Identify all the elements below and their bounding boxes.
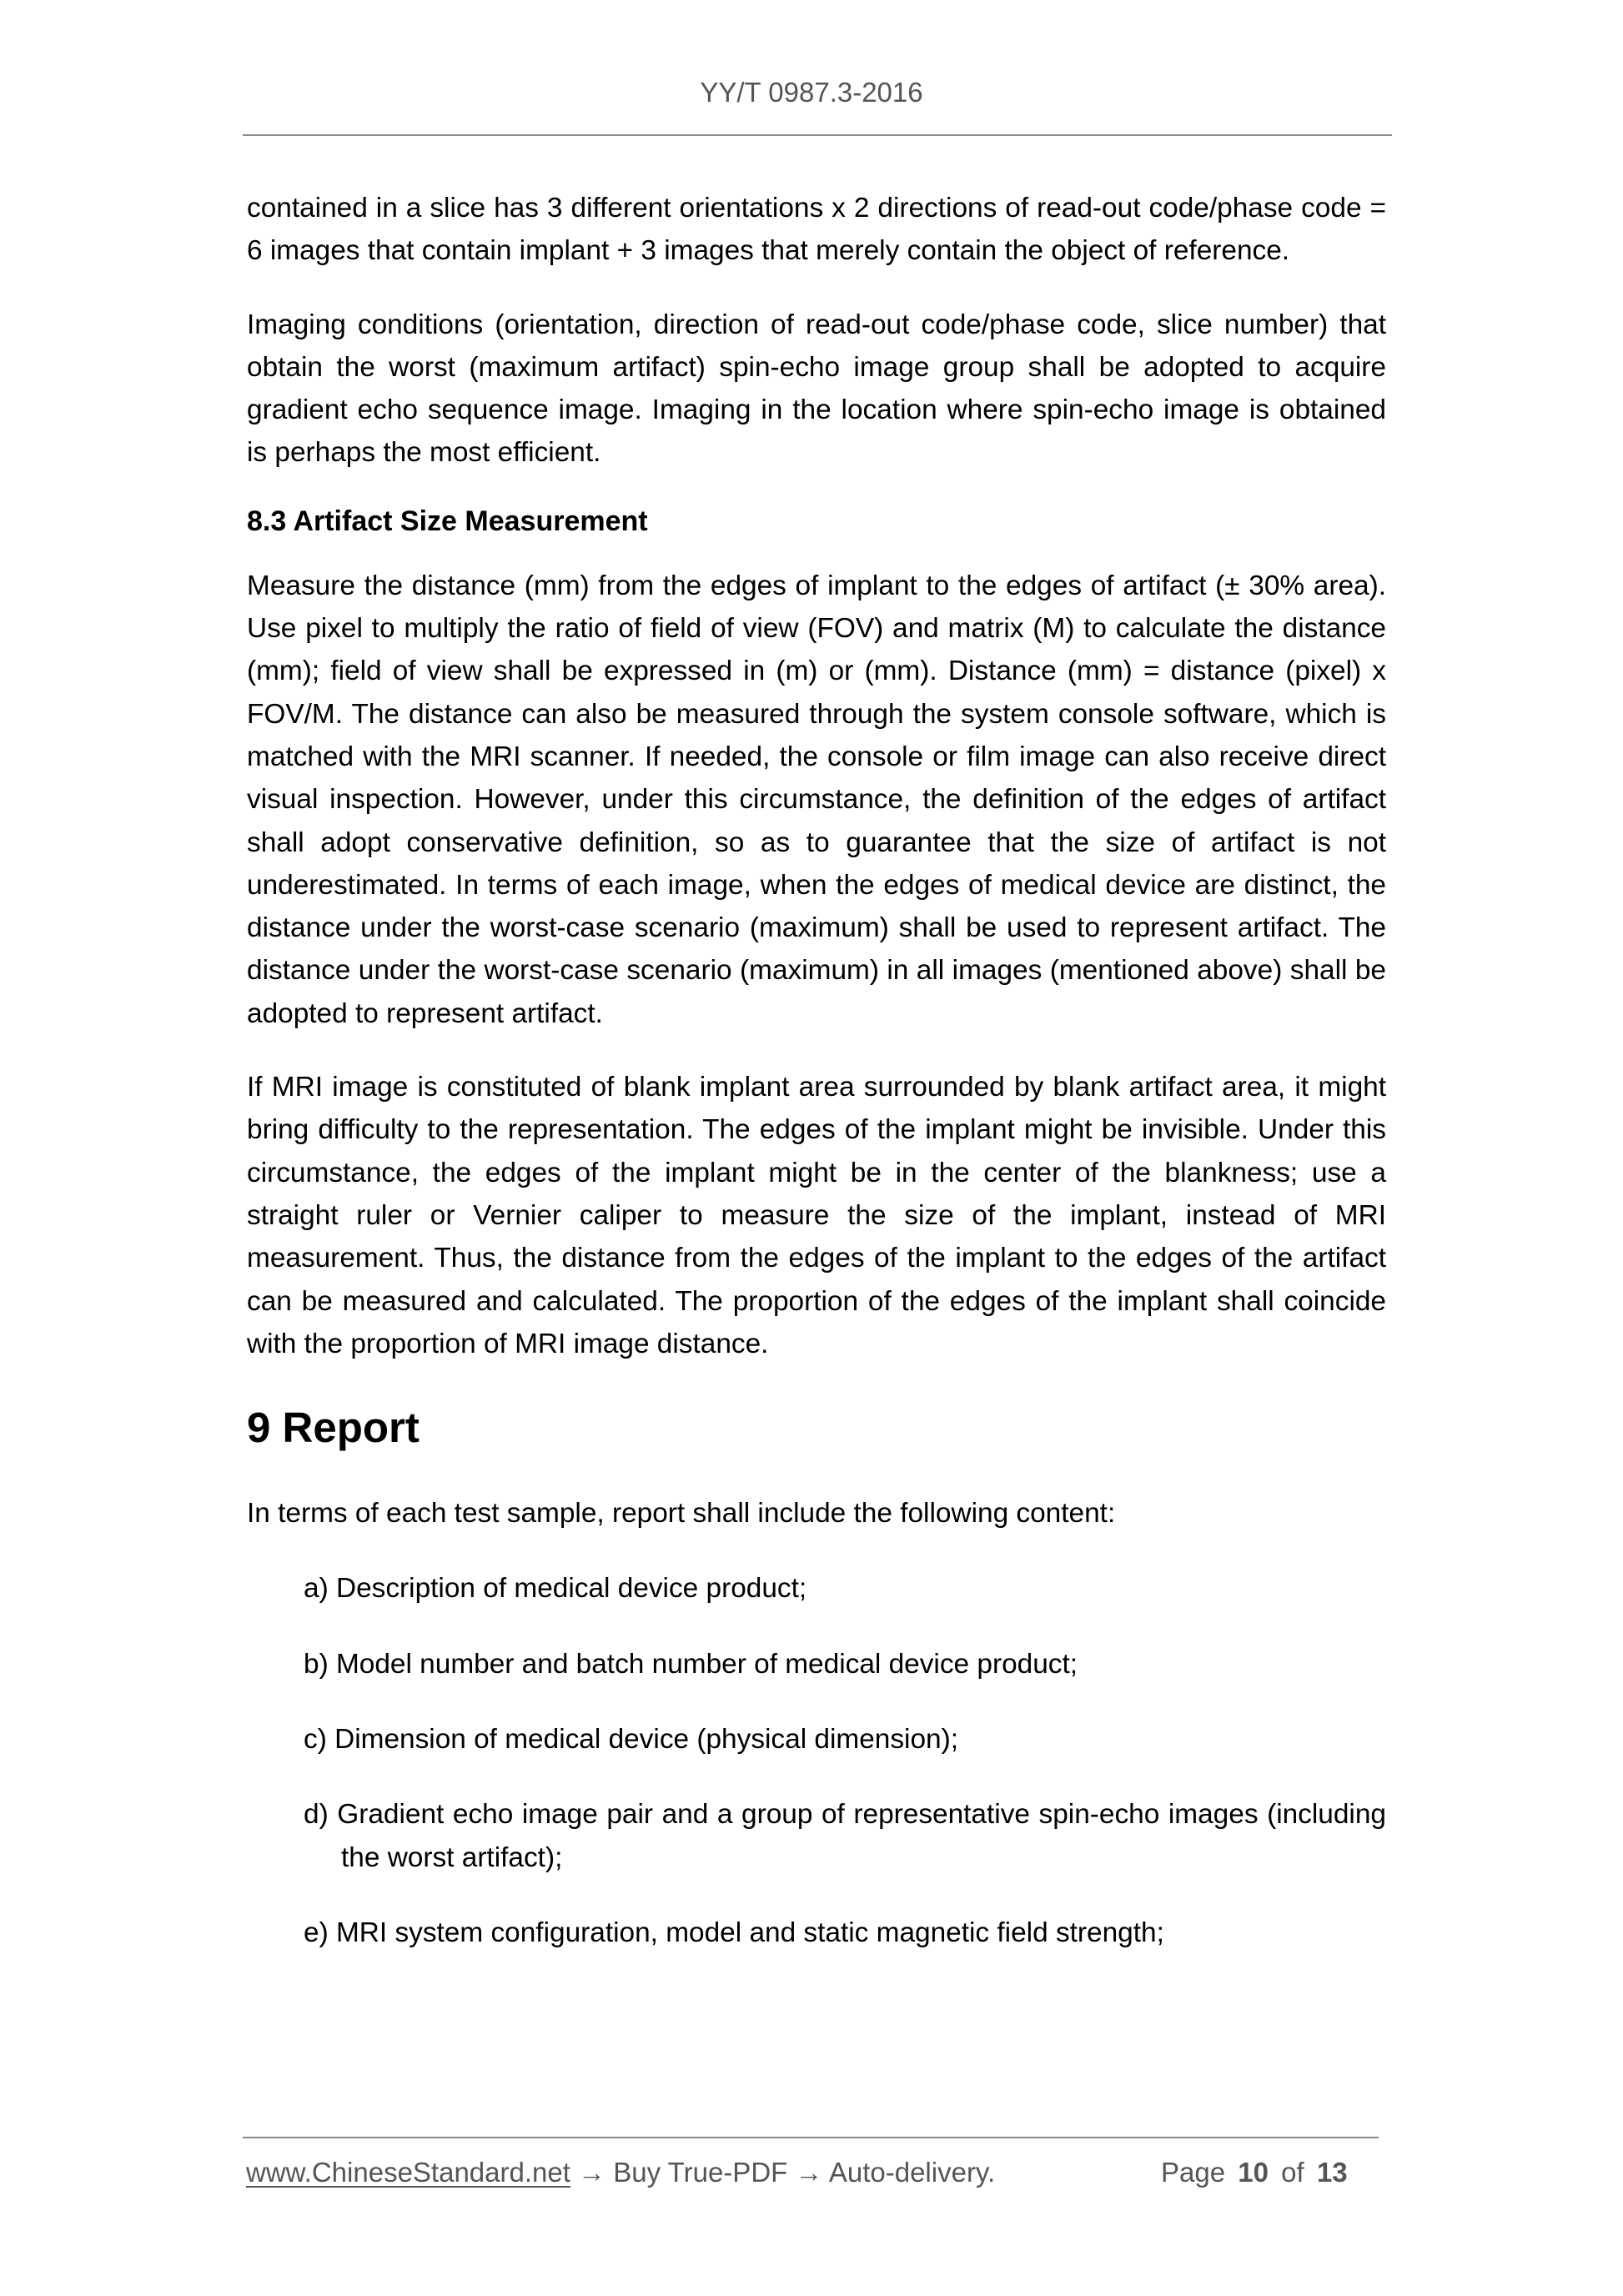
page-of-label: of: [1281, 2157, 1304, 2188]
paragraph-imaging-conditions: Imaging conditions (orientation, direction of read-out code/phase code, slice number) that obtain the worst (maximum artifact) spin-echo image group shall be adopted to acquire gradient echo sequence image. Imaging in the location where spin-echo image is obtained is perhaps the most efficient.: [247, 309, 1386, 469]
website-link[interactable]: www.ChineseStandard.net: [246, 2157, 570, 2188]
paragraph-blank-implant: If MRI image is constituted of blank implant area surrounded by blank artifact area, it might bring difficulty to the representation. The edges of the implant might be invisible. Under this circumstance, the edges of the implant might be in the center of the blankness; use a straight ruler or Vernier caliper to measure the size of the implant, instead of MRI measurement. Thus, the distance from the edges of the implant to the edges of the artifact can be measured and calculated. The proportion of the edges of the implant shall coincide with the proportion of MRI image distance.: [247, 1072, 1386, 1359]
document-body: [247, 187, 1386, 1954]
total-pages-number: 13: [1316, 2157, 1348, 2188]
paragraph-artifact-measurement: Measure the distance (mm) from the edges of implant to the edges of artifact (± 30% area). Use pixel to multiply the ratio of field of view (FOV) and matrix (M) to calculate the distance (mm); field of view shall be expressed in (m) or (mm). Distance (mm) = distance (pixel) x FOV/M. The distance can also be measured through the system console software, which is matched with the MRI scanner. If needed, the console or film image can also receive direct visual inspection. However, under this circumstance, the definition of the edges of artifact shall adopt conservative definition, so as to guarantee that the size of artifact is not underestimated. In terms of each image, when the edges of medical device are distinct, the distance under the worst-case scenario (maximum) shall be used to represent artifact. The distance under the worst-case scenario (maximum) in all images (mentioned above) shall be adopted to represent artifact.: [247, 570, 1386, 1029]
spacer: [247, 1535, 1386, 1567]
spacer: [247, 1457, 1386, 1492]
report-items-list: [247, 1567, 1386, 1954]
auto-delivery-text: Auto-delivery.: [828, 2157, 996, 2188]
header-divider: [243, 134, 1392, 136]
footer-promo: [246, 2157, 995, 2188]
current-page-number: 10: [1238, 2157, 1269, 2188]
spacer: [247, 1365, 1386, 1399]
report-item-d: d) Gradient echo image pair and a group of representative spin-echo images (including the worst artifact);: [304, 1799, 1386, 1873]
chapter-heading-9-report: 9 Report: [247, 1404, 420, 1452]
report-item-c: c) Dimension of medical device (physical dimension);: [304, 1724, 958, 1756]
spacer: [247, 1035, 1386, 1066]
spacer: [247, 273, 1386, 304]
report-intro: In terms of each test sample, report shall include the following content:: [247, 1498, 1116, 1530]
spacer: [247, 540, 1386, 565]
standard-number-header: YY/T 0987.3-2016: [700, 77, 923, 108]
page-label: Page: [1161, 2157, 1226, 2188]
buy-true-pdf-text: Buy True-PDF: [613, 2157, 788, 2188]
page-indicator: [1161, 2157, 1348, 2188]
paragraph-continued: contained in a slice has 3 different orientations x 2 directions of read-out code/phase code = 6 images that contain implant + 3 images that merely contain the object of reference.: [247, 193, 1386, 267]
spacer: [247, 475, 1386, 503]
section-heading-8-3: 8.3 Artifact Size Measurement: [247, 505, 648, 537]
report-item-a: a) Description of medical device product;: [304, 1573, 807, 1605]
footer-divider: [243, 2137, 1379, 2138]
report-item-e: e) MRI system configuration, model and static magnetic field strength;: [304, 1917, 1164, 1948]
arrow-right-icon: →: [578, 2157, 606, 2188]
report-item-b: b) Model number and batch number of medical device product;: [304, 1648, 1078, 1680]
arrow-right-icon: →: [795, 2157, 823, 2188]
